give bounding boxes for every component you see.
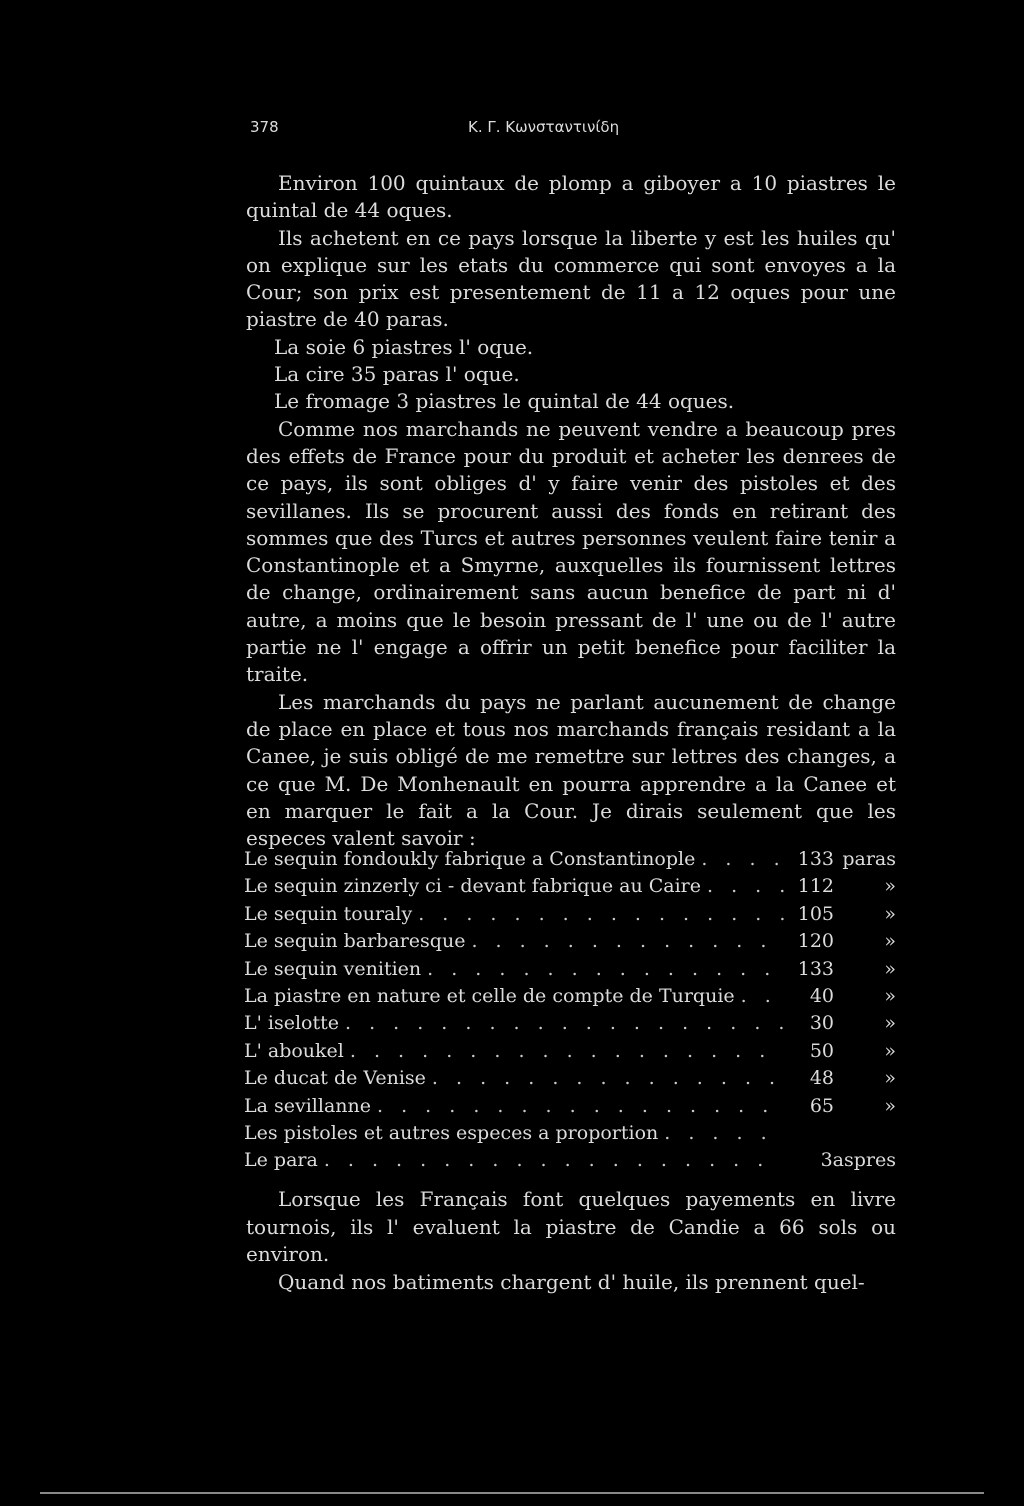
table-row (244, 848, 896, 875)
row-unit: » (884, 902, 896, 925)
table-row (244, 1149, 896, 1176)
table-row (244, 1095, 896, 1122)
paragraph: Quand nos batiments chargent d' huile, ils prennent quel- (278, 1269, 865, 1294)
row-label: Le sequin barbaresque (244, 930, 466, 953)
table-row (244, 875, 896, 902)
leader-dots (695, 848, 784, 870)
page-number: 378 (250, 118, 279, 136)
paragraph: Comme nos marchands ne peuvent vendre a beaucoup pres des effets de France pour du produit et acheter les denrees de ce pays, ils sont obliges d' y faire venir des pistoles et des sevillanes. Ils se procurent aussi des fonds en retirant des sommes que des Turcs et autres personnes veulent faire tenir a Constantinople et a Smyrne, auxquelles ils fournissent lettres de change, ordinairement sans aucun benefice de part ni d' autre, a moins que le besoin pressant de l' une ou de l' autre partie ne l' engage a offrir un petit benefice pour faciliter la traite. (246, 416, 896, 687)
row-label: L' iselotte (244, 1012, 339, 1035)
row-unit: » (884, 930, 896, 953)
bottom-rule (40, 1492, 984, 1494)
row-unit: paras (842, 848, 896, 870)
row-value: 120 (797, 930, 834, 953)
table-row (244, 1040, 896, 1067)
row-value: 40 (809, 984, 834, 1007)
row-label: Le sequin fondoukly fabrique a Constantinople (244, 848, 696, 870)
leader-dots (371, 1095, 784, 1117)
row-value: 30 (809, 1012, 834, 1035)
row-unit: aspres (832, 1149, 896, 1172)
row-label: L' aboukel (244, 1039, 344, 1062)
row-label: Le ducat de Venise (244, 1067, 426, 1090)
leader-dots (318, 1149, 783, 1171)
table-row (244, 903, 896, 930)
row-value: 50 (809, 1039, 834, 1062)
row-label: Le sequin zinzerly ci - devant fabrique au Caire (244, 875, 701, 898)
table-row (244, 1122, 896, 1149)
closing-text (246, 1186, 896, 1296)
leader-dots (426, 1067, 784, 1089)
leader-dots (344, 1040, 784, 1062)
paragraph: Ils achetent en ce pays lorsque la liberte y est les huiles qu' on explique sur les etats du commerce qui sont envoyes a la Cour; son prix est presentement de 11 a 12 oques pour une piastre de 40 paras. (246, 225, 896, 332)
leader-dots (339, 1012, 784, 1034)
row-unit: » (884, 1039, 896, 1062)
row-value: 133 (797, 957, 834, 980)
table-row (244, 985, 896, 1012)
leader-dots (701, 875, 784, 897)
table-row (244, 1067, 896, 1094)
paragraph: Environ 100 quintaux de plomp a giboyer a 10 piastres le quintal de 44 oques. (246, 171, 896, 223)
row-value: 48 (809, 1067, 834, 1090)
body-text (246, 170, 896, 852)
row-unit: » (884, 1067, 896, 1090)
running-head-author: Κ. Γ. Κωνσταντινίδη (468, 118, 620, 136)
table-row (244, 930, 896, 957)
currency-table (244, 848, 896, 1177)
row-value: 3 (820, 1149, 833, 1172)
leader-dots (658, 1122, 784, 1144)
row-value: 65 (809, 1094, 834, 1117)
paragraph: La soie 6 piastres l' oque. (274, 334, 534, 359)
paragraph: La cire 35 paras l' oque. (274, 362, 520, 387)
row-value: 105 (797, 902, 834, 925)
paragraph: Les marchands du pays ne parlant aucunement de change de place en place et tous nos marchands français residant a la Canee, je suis obligé de me remettre sur lettres des changes, a ce que M. De Monhenault en pourra apprendre a la Canee et en marquer le fait a la Cour. Je dirais seulement que les especes valent savoir : (246, 689, 896, 851)
paragraph: Lorsque les Français font quelques payements en livre tournois, ils l' evaluent la piastre de Candie a 66 sols ou environ. (246, 1187, 896, 1267)
row-unit: » (884, 957, 896, 980)
table-row (244, 958, 896, 985)
leader-dots (412, 903, 784, 925)
row-value: 112 (797, 875, 834, 898)
leader-dots (421, 958, 784, 980)
row-unit: » (884, 984, 896, 1007)
row-unit: » (884, 1094, 896, 1117)
table-row (244, 1012, 896, 1039)
row-label: Le sequin venitien (244, 957, 422, 980)
row-label: La sevillanne (244, 1094, 371, 1117)
row-label: Le para (244, 1149, 318, 1172)
row-unit: » (884, 875, 896, 898)
leader-dots (465, 930, 784, 952)
paragraph: Le fromage 3 piastres le quintal de 44 oques. (274, 389, 735, 414)
row-label: Les pistoles et autres especes a proportion (244, 1121, 659, 1144)
row-value: 133 (797, 848, 834, 870)
row-unit: » (884, 1012, 896, 1035)
leader-dots (735, 985, 784, 1007)
row-label: Le sequin touraly (244, 902, 413, 925)
row-label: La piastre en nature et celle de compte de Turquie (244, 984, 735, 1007)
